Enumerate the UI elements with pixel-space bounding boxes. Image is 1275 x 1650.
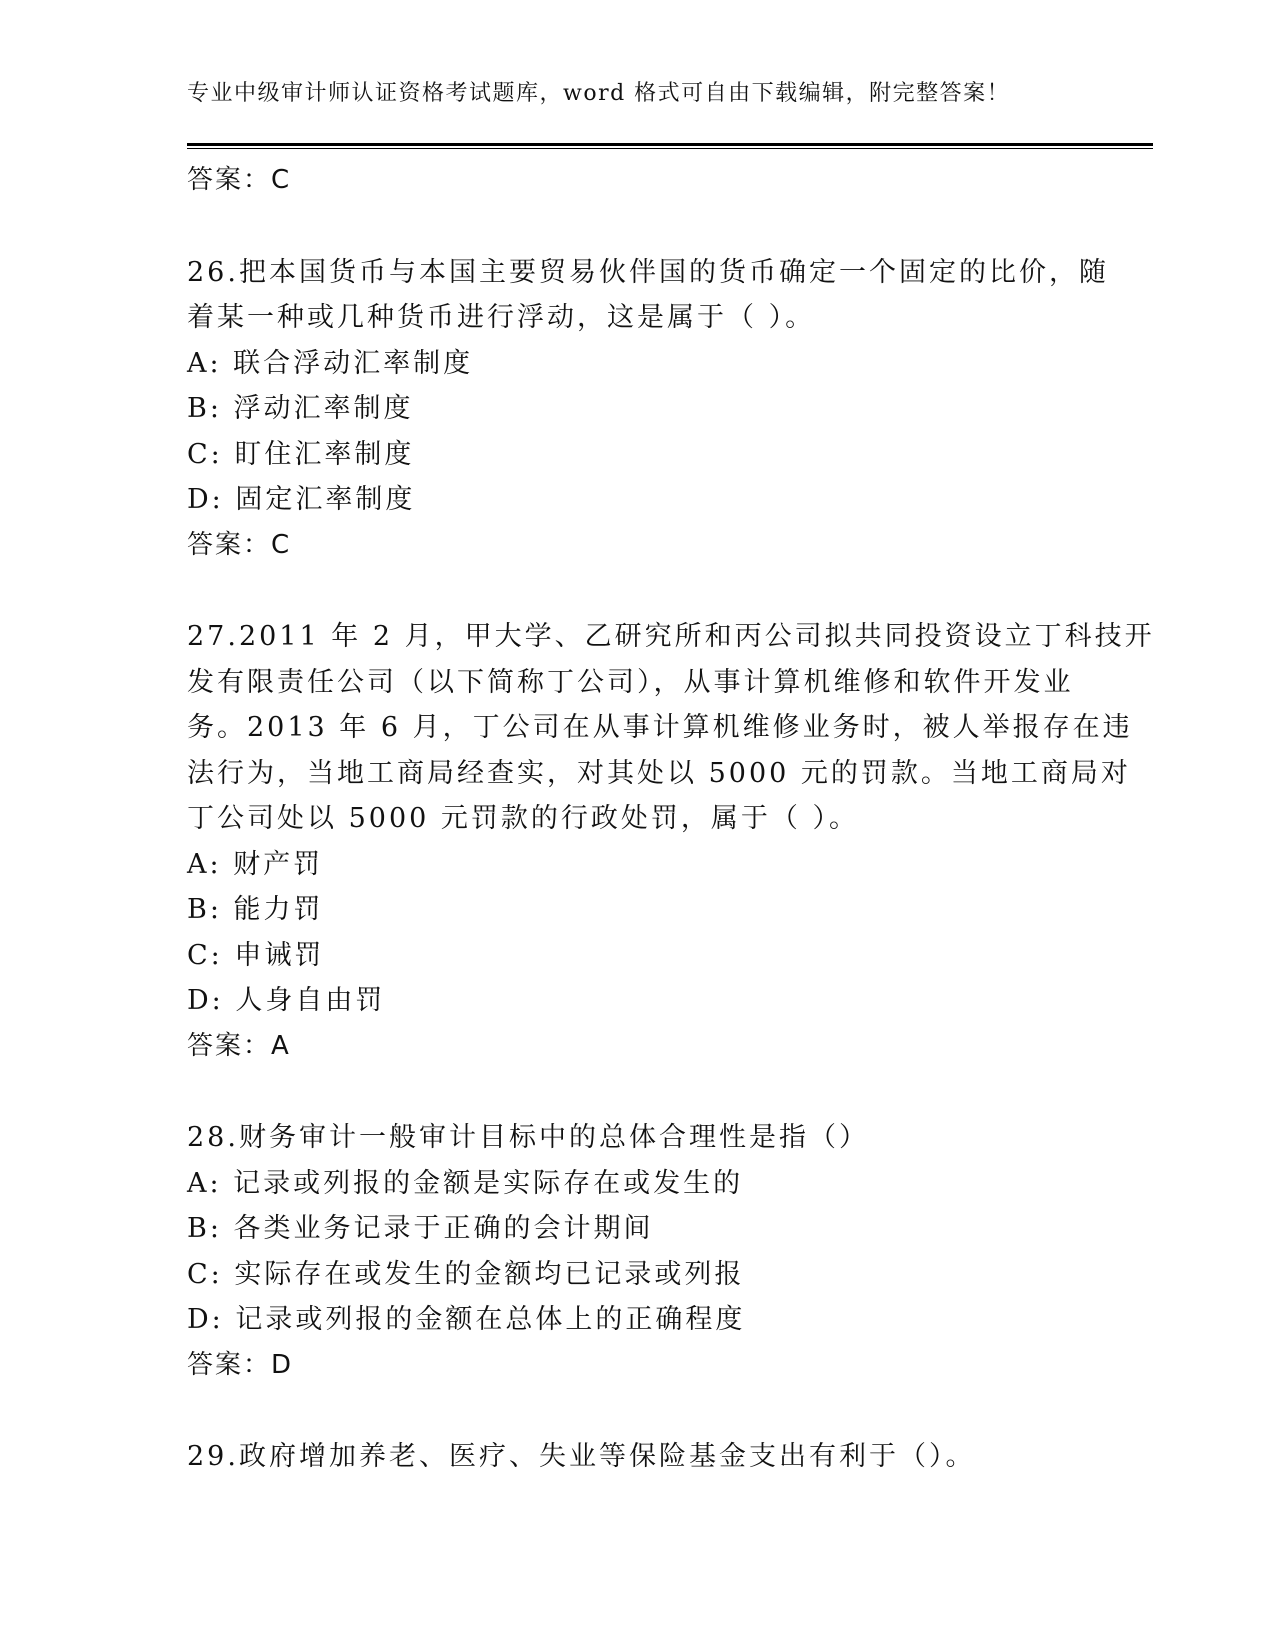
spacer xyxy=(187,568,1087,614)
answer-line: 答案：C xyxy=(187,165,292,195)
spacer xyxy=(187,1388,1087,1434)
question-line: 28.财务审计一般审计目标中的总体合理性是指（） xyxy=(187,1122,869,1153)
question-line: B: 能力罚 xyxy=(187,894,324,925)
spacer xyxy=(187,204,1087,250)
question-line: 法行为，当地工商局经查实，对其处以 5000 元的罚款。当地工商局对 xyxy=(187,757,1131,789)
question-line: 27.2011 年 2 月，甲大学、乙研究所和丙公司拟共同投资设立丁科技开 xyxy=(187,621,1155,652)
question-line: D: 人身自由罚 xyxy=(187,985,386,1016)
question-line: D: 记录或列报的金额在总体上的正确程度 xyxy=(187,1304,746,1335)
answer-line: 答案：C xyxy=(187,529,292,560)
spacer xyxy=(187,1069,1087,1115)
question-line: D: 固定汇率制度 xyxy=(187,484,416,515)
page-header: 专业中级审计师认证资格考试题库，word 格式可自由下载编辑，附完整答案！ xyxy=(187,81,1011,106)
header-rule xyxy=(187,143,1153,149)
question-line: 26.把本国货币与本国主要贸易伙伴国的货币确定一个固定的比价，随 xyxy=(187,256,1109,288)
question-line: B: 浮动汇率制度 xyxy=(187,393,414,424)
question-line: 着某一种或几种货币进行浮动，这是属于（ ）。 xyxy=(187,302,816,333)
question-line: A: 财产罚 xyxy=(187,848,324,880)
question-line: 29.政府增加养老、医疗、失业等保险基金支出有利于（）。 xyxy=(187,1441,976,1472)
question-line: 务。2013 年 6 月，丁公司在从事计算机维修业务时，被人举报存在违 xyxy=(187,712,1133,743)
answer-line: 答案：D xyxy=(187,1349,294,1380)
question-line: C: 盯住汇率制度 xyxy=(187,438,415,470)
question-line: B: 各类业务记录于正确的会计期间 xyxy=(187,1213,654,1244)
question-line: C: 申诫罚 xyxy=(187,939,325,971)
question-line: 丁公司处以 5000 元罚款的行政处罚，属于（ ）。 xyxy=(187,803,859,834)
question-line: A: 记录或列报的金额是实际存在或发生的 xyxy=(187,1167,744,1199)
question-line: A: 联合浮动汇率制度 xyxy=(187,347,474,379)
answer-line: 答案：A xyxy=(187,1030,291,1061)
question-line: C: 实际存在或发生的金额均已记录或列报 xyxy=(187,1258,745,1290)
document-body xyxy=(187,158,1155,1480)
question-line: 发有限责任公司（以下简称丁公司），从事计算机维修和软件开发业 xyxy=(187,666,1074,698)
